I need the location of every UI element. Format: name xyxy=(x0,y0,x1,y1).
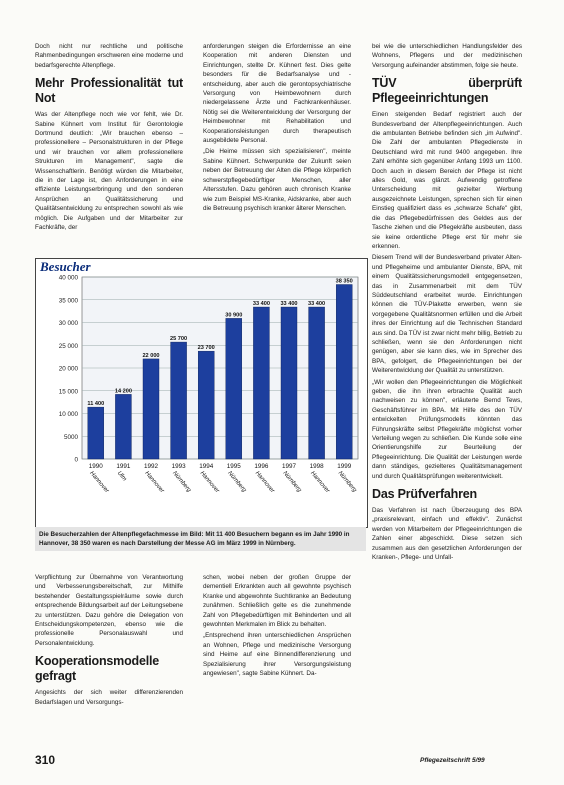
paragraph: „Entsprechend ihren unterschiedlichen Ansprüchen an Wohnen, Pflege und medizinische Versorgung sind Heime auf eine Binnendifferenzierung und Spezialisierung ihrer Versorgungsleistung angewiesen", sagte Sabine Kühnert. Da- xyxy=(203,632,351,678)
paragraph: Angesichts der sich weiter differenzierenden Bedarfslagen und Versorgungs- xyxy=(35,689,183,706)
paragraph: anforderungen steigen die Erfordernisse an eine Kooperation mit anderen Diensten und Einrichtungen, stellte Dr. Kühnert fest. Dies gelte besonders für die Bedarfsanalyse und -entscheidung, aber auch die gerontopsychiatrische Versorgung von Heimbewohnern durch niedergelassene Ärzte und Fachkrankenhäuser. Nötig sei die Weiterentwicklung der Versorgung der Heimbewohner mit Rehabilitation und Kooperationsleistungen durch therapeutisch ausgebildete Personal. xyxy=(203,43,351,145)
bar xyxy=(253,307,269,459)
x-tick-label: 1993 xyxy=(171,463,186,470)
bar xyxy=(115,394,131,459)
section-heading: Mehr Professionalität tut Not xyxy=(35,76,183,106)
column-2-top xyxy=(203,42,351,215)
paragraph: Diesem Trend will der Bundesverband privater Alten- und Pflegeheime und ambulanter Dienste, BPA, mit einem Qualitätssicherungsmodell entgegensetzen, das in Zusammenarbeit mit dem TÜV Süddeutschland erarbeitet wurde. Einrichtungen können die TÜV-Plakette erwerben, wenn sie vorgegebene Qualitätsnormen erfüllen und die Arbeit ihres der Einrichtung auf die Technischen Standard aus sind. Da TÜV ist zwar nicht mehr billig, Betrieb zu schließen, wenn sie den Anforderungen nicht genügen, aber sie kann dies, wie im Sprecher des BPA, gefolgert, die Pflegeeinrichtungen bei der Weiterentwicklung der Qualität zu unterstützen. xyxy=(372,254,522,375)
bar-value-label: 33 400 xyxy=(308,301,326,308)
x-tick-label: 1996 xyxy=(254,463,269,470)
y-tick-label: 35 000 xyxy=(58,297,78,305)
bar-value-label: 23 700 xyxy=(197,345,215,352)
location-label: Hannover xyxy=(143,470,165,495)
bar xyxy=(226,318,242,459)
x-tick-label: 1991 xyxy=(116,463,131,470)
bar xyxy=(143,359,159,459)
y-tick-label: 40 000 xyxy=(58,274,78,282)
section-heading: Das Prüfverfahren xyxy=(372,487,477,502)
location-label: Nürnberg xyxy=(281,470,303,494)
chart-title: Besucher xyxy=(40,259,91,274)
bar xyxy=(88,407,104,459)
y-tick-label: 25 000 xyxy=(58,342,78,350)
paragraph: bei wie die unterschiedlichen Handlungsfelder des Wohnens, Pflegens und der medizinischen Versorgung aufeinander abstimmen, folge sie heute. xyxy=(372,43,522,69)
paragraph: Doch nicht nur rechtliche und politische Rahmenbedingungen erschweren eine moderne und bedarfsgerechte Altenpflege. xyxy=(35,43,183,69)
bar xyxy=(309,307,325,459)
column-1-bottom xyxy=(35,573,183,709)
paragraph: Einen steigenden Bedarf registriert auch der Bundesverband der Altenpflegeeinrichtungen. Auch die ambulanten Betriebe befinden sich „im Aufwind". Die Zahl der ambulanten Pflegedienste in Deutschland wird mit rund 9400 angegeben. Ihre Zahl erhöhte sich gegenüber Anfang 1993 um 1100. Doch auch in diesem Bereich der Pflege ist nicht alles Gold, was glänzt. Aufwendig getroffene Unterscheidung mit gezielter Werbung ausgezeichnete Leistungen, sprechen sich für einen Einstieg qualifiziert dass es „schwarze Schafe" gibt, die das Pflegebedürfnissen des Geldes aus der Tasche ziehen und die Pflegekräfte ausbeuten, dass sie keine ordentliche Pflege erst für mehr sie erkennen. xyxy=(372,111,522,250)
y-tick-label: 5000 xyxy=(63,433,78,441)
page-number: 310 xyxy=(35,753,56,767)
section-heading: TÜV überprüft Pflegeeinrichtungen xyxy=(372,76,522,106)
chart-caption: Die Besucherzahlen der Altenpflegefachmesse im Bild: Mit 11 400 Besuchern begann es im Jahr 1990 in Hannover, 38 350 waren es nach Darstellung der Messe AG im März 1999 in Nürnberg. xyxy=(35,527,366,551)
paragraph: schen, wobei neben der großen Gruppe der dementiell Erkrankten auch all gewohnte psychisch Kranke und abgewohnte Suchtkranke an Bedeutung zunähmen. Schließlich gelte es die zunehmende Zahl von Pflegebedürftigen mit Behinderten und all gewohnten Merkmalen im Blick zu behalten. xyxy=(203,574,351,629)
location-label: Hannover xyxy=(88,470,110,495)
location-label: Hannover xyxy=(309,470,331,495)
bar xyxy=(281,307,297,459)
y-tick-label: 20 000 xyxy=(58,365,78,373)
bar xyxy=(336,285,352,459)
chart-canvas xyxy=(36,259,367,527)
y-tick-label: 30 000 xyxy=(58,320,78,327)
section-heading: Kooperationsmodelle gefragt xyxy=(35,654,159,684)
x-tick-label: 1997 xyxy=(281,463,297,470)
paragraph: Das Verfahren ist nach Überzeugung des BPA „praxisrelevant, einfach und effektiv". Zunächst werden von Mitarbeitern der Pflegeeinrichtungen die Zahlen einer abgeschickt. Diese setzen sich zusammen aus den gesetzlichen Anforderungen der Kranken-, Pflege- und Unfall- xyxy=(372,507,522,562)
y-tick-label: 15 000 xyxy=(58,388,78,396)
bar-value-label: 30 900 xyxy=(225,312,243,319)
bar-value-label: 14 200 xyxy=(114,388,132,395)
column-1-top xyxy=(35,42,183,235)
location-label: Ulm xyxy=(115,470,128,483)
x-tick-label: 1995 xyxy=(226,463,241,470)
bar-value-label: 33 400 xyxy=(252,301,270,308)
paragraph: Verpflichtung zur Übernahme von Verantwortung und Verbesserungsbereitschaft, zur Mithilfe bestehender Gestaltungsspielräume sowie durch entsprechende Bildungsarbeit auf der Leitungsebene zu unterstützen. Dazu gehöre die Delegation von Entscheidungskompetenzen, ebenso wie die professionelle Personalauswahl und Personalentwicklung. xyxy=(35,574,183,647)
location-label: Hannover xyxy=(198,470,220,495)
bar-value-label: 25 700 xyxy=(170,336,188,343)
x-tick-label: 1990 xyxy=(88,463,103,470)
bar-value-label: 38 350 xyxy=(335,278,353,285)
location-label: Nürnberg xyxy=(336,470,358,494)
paragraph: „Die Heime müssen sich spezialisieren", meinte Sabine Kühnert. Schwerpunkte der Zukunft seien neben der Betreuung der Alten die Pflege körperlich schwerstpflegebedürftiger Menschen, aller Altersstufen. Dazu gehören auch chronisch Kranke wie zum Beispiel MS-Kranke, Aidskranke, aber auch die Betreuung psychisch kranker älterer Menschen. xyxy=(203,148,351,212)
location-label: Nürnberg xyxy=(226,470,247,494)
column-2-bottom xyxy=(203,573,351,680)
bar-value-label: 22 000 xyxy=(142,352,160,359)
column-3 xyxy=(372,42,522,565)
y-tick-label: 10 000 xyxy=(58,411,78,418)
bar-value-label: 33 400 xyxy=(280,301,298,308)
x-tick-label: 1992 xyxy=(143,463,159,470)
visitor-chart xyxy=(35,258,368,528)
x-tick-label: 1999 xyxy=(337,463,352,470)
bar xyxy=(198,351,214,459)
x-tick-label: 1994 xyxy=(199,463,214,470)
paragraph: Was der Altenpflege noch wie vor fehlt, wie Dr. Sabine Kühnert vom Institut für Gerontologie Dortmund deutlich: „Wir brauchen ebenso – professionellere – Personalstrukturen in der Pflege und wir brauchen vor allem professionellere Strukturen im Management", sagte die Wissenschaftlerin. Benötigt würden die Mitarbeiter, die in der Lage ist, den Anforderungen in eine effiziente Leistungserbringung und den sonderen Ansprüchen an Qualitätssicherung und Qualitätsentwicklung zu entsprechen sowohl als wie möglich. Die Aufgaben und der Mitarbeiter zur Fachkräfte, der xyxy=(35,111,183,232)
bar xyxy=(171,342,187,459)
location-label: Nürnberg xyxy=(171,470,192,494)
bar-value-label: 11 400 xyxy=(87,401,105,408)
location-label: Hannover xyxy=(253,470,276,495)
footer-journal: Pflegezeitschrift 5/99 xyxy=(420,757,485,764)
x-tick-label: 1998 xyxy=(309,463,324,470)
paragraph: „Wir wollen den Pflegeeinrichtungen die Möglichkeit geben, die ihn ihren erbrachte Qualität auch nachweisen zu können", erläuterte Bernd Tews, Geschäftsführer im BPA. Mit Hilfe des den TÜV entwickelten Prüfungsmodells könnten das Führungskräfte selbst Pflegekräfte möglichst vorher Verteilung wegen zu schließen. Die Kunde solle eine Orientierungshilfe zur Beurteilung der Pflegeeinrichtung. Die Qualität der Leistungen werde dann ständiges, gezielteres Qualitätsmanagement und durch Qualitätsprüfungen weiterentwickelt. xyxy=(372,378,522,480)
y-tick-label: 0 xyxy=(74,456,78,464)
